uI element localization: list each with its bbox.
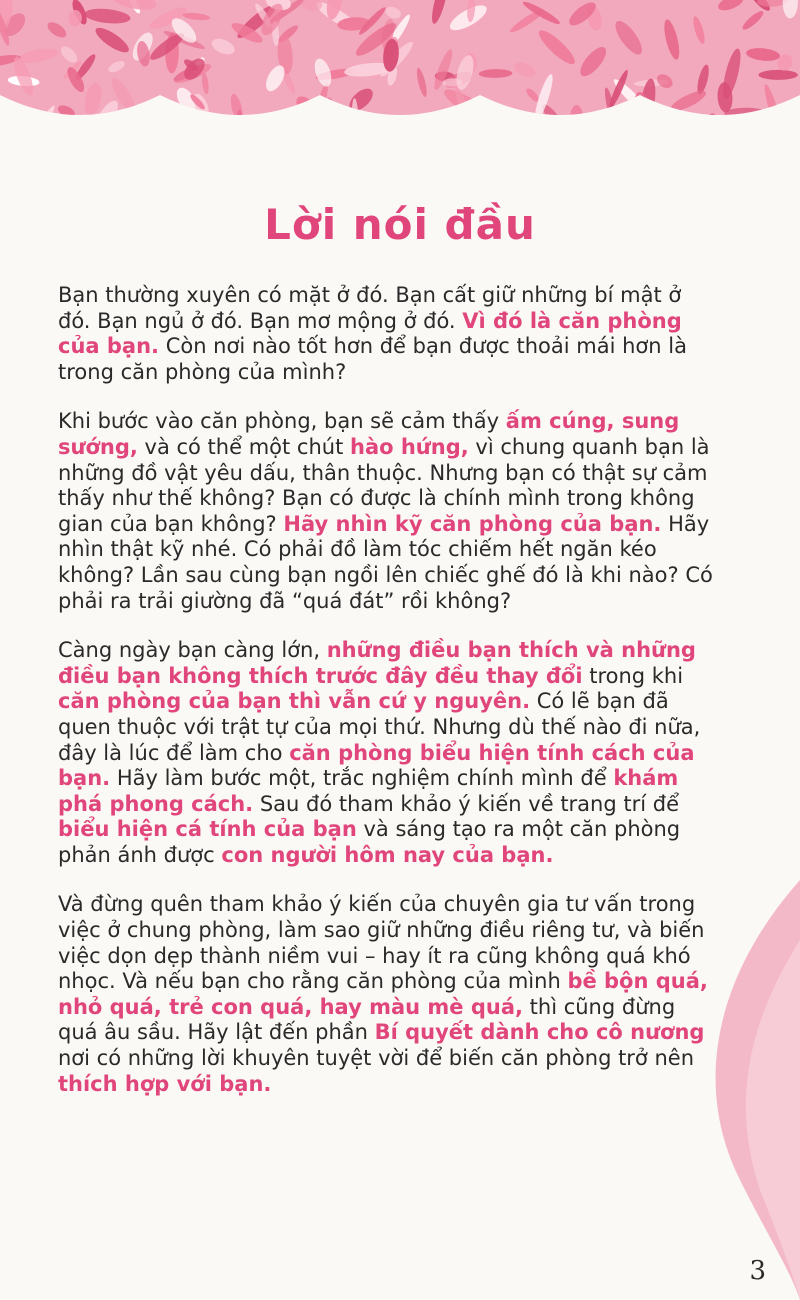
- header-leaf-pattern: [0, 0, 800, 140]
- body-text-run: Bạn thường xuyên có mặt ở đó. Bạn cất giữ những bí mật ở đó. Bạn ngủ ở đó. Bạn mơ mộng ở đó.: [58, 283, 682, 333]
- highlight-text: hào hứng,: [350, 434, 469, 459]
- body-text-run: vì chung quanh bạn là những đồ vật yêu dấu, thân thuộc. Nhưng bạn có thật sự cảm thấy như thế không? Bạn có được là chính mình trong không gian của bạn không?: [58, 434, 710, 536]
- paragraph-4: [58, 892, 718, 1097]
- body-text-run: và có thể một chút: [137, 434, 350, 459]
- body-text-run: Càng ngày bạn càng lớn,: [58, 638, 327, 663]
- body-text-run: và sáng tạo ra một căn phòng phản ánh được: [58, 817, 681, 867]
- highlight-text: căn phòng của bạn thì vẫn cứ y nguyên.: [58, 689, 531, 714]
- highlight-text: khám phá phong cách.: [58, 766, 679, 816]
- body-text: [58, 283, 718, 1121]
- body-text-run: Khi bước vào căn phòng, bạn sẽ cảm thấy: [58, 409, 506, 434]
- body-text-run: Hãy nhìn thật kỹ nhé. Có phải đồ làm tóc chiếm hết ngăn kéo không? Lần sau cùng bạn ngồi lên chiếc ghế đó là khi nào? Có phải ra trải giường đã “quá đát” rồi không?: [58, 511, 713, 613]
- page-title: Lời nói đầu: [264, 200, 536, 249]
- highlight-text: ấm cúng, sung sướng,: [58, 409, 680, 459]
- highlight-text: căn phòng biểu hiện tính cách của bạn.: [58, 740, 695, 791]
- highlight-text: Vì đó là căn phòng của bạn.: [58, 308, 682, 359]
- body-text-run: nơi có những lời khuyên tuyệt vời để biến căn phòng trở nên: [58, 1046, 694, 1071]
- page-number: 3: [749, 1256, 766, 1286]
- highlight-text: con người hôm nay của bạn.: [221, 842, 554, 867]
- body-text-run: Có lẽ bạn đã quen thuộc với trật tự của mọi thứ. Nhưng dù thế nào đi nữa, đây là lúc để làm cho: [58, 689, 701, 765]
- paragraph-1: [58, 283, 718, 385]
- highlight-text: những điều bạn thích và những điều bạn không thích trước đây đều thay đổi: [58, 638, 696, 688]
- highlight-text: biểu hiện cá tính của bạn: [58, 817, 357, 842]
- highlight-text: Bí quyết dành cho cô nương: [374, 1020, 705, 1045]
- body-text-run: Hãy làm bước một, trắc nghiệm chính mình để: [110, 766, 614, 791]
- body-text-run: trong khi: [582, 663, 684, 688]
- highlight-text: thích hợp với bạn.: [58, 1071, 272, 1096]
- body-text-run: Và đừng quên tham khảo ý kiến của chuyên gia tư vấn trong việc ở chung phòng, làm sao giữ những điều riêng tư, và biến việc dọn dẹp thành niềm vui – hay ít ra cũng không quá khó nhọc. Và nếu bạn cho rằng căn phòng của mình: [58, 892, 705, 994]
- paragraph-2: [58, 409, 718, 614]
- highlight-text: bề bộn quá, nhỏ quá, trẻ con quá, hay màu mè quá,: [58, 969, 708, 1019]
- body-text-run: thì cũng đừng quá âu sầu. Hãy lật đến phần: [58, 994, 676, 1045]
- body-text-run: Sau đó tham khảo ý kiến về trang trí để: [253, 791, 679, 816]
- paragraph-3: [58, 638, 718, 868]
- body-text-run: Còn nơi nào tốt hơn để bạn được thoải mái hơn là trong căn phòng của mình?: [58, 334, 687, 384]
- highlight-text: Hãy nhìn kỹ căn phòng của bạn.: [283, 511, 662, 536]
